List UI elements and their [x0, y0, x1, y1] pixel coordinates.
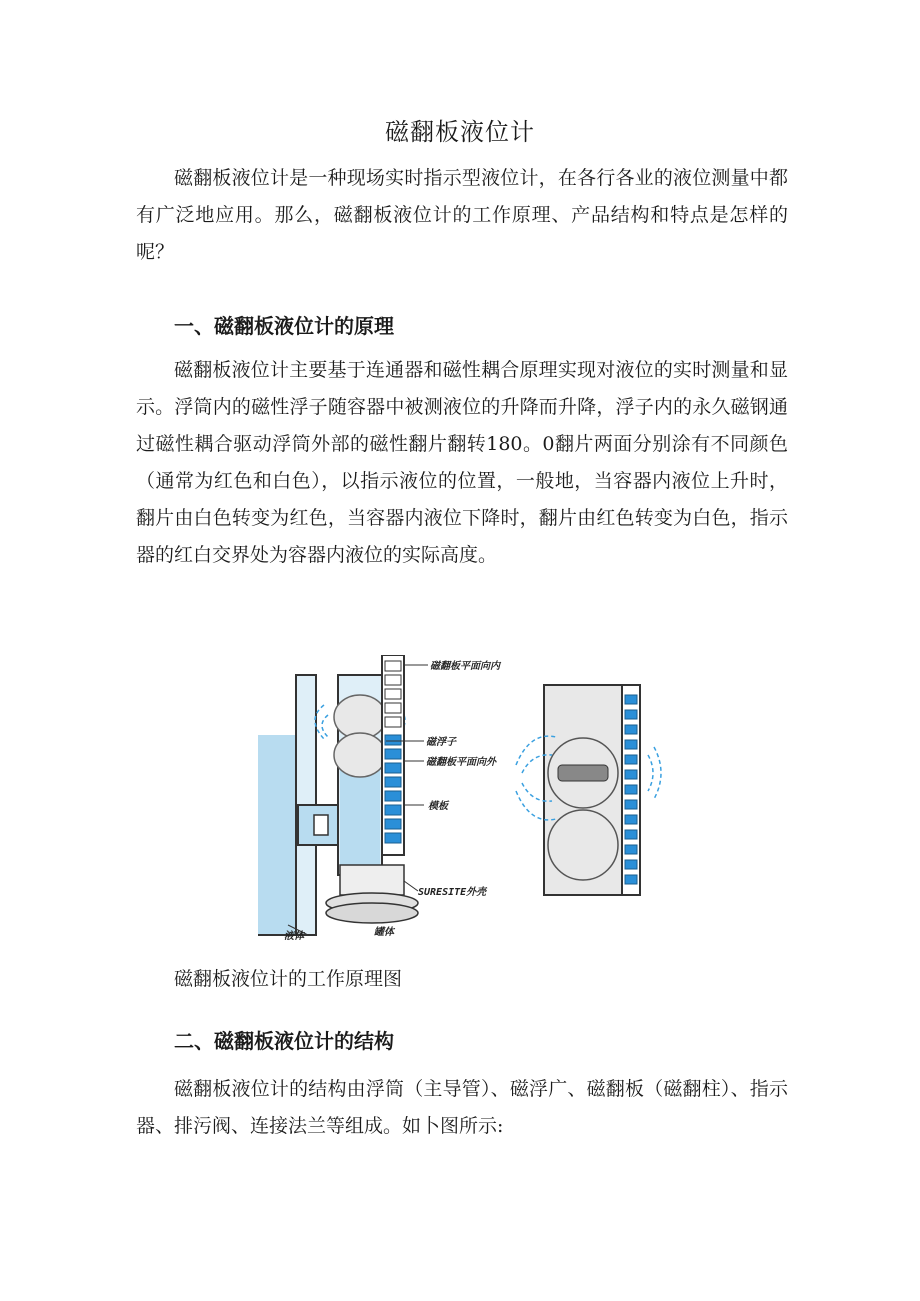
label-inward: 磁翻板平面向内 — [430, 661, 500, 672]
page-title: 磁翻板液位计 — [385, 118, 535, 146]
label-float: 磁浮子 — [426, 737, 456, 748]
principle-diagram — [258, 655, 662, 945]
flange-base — [340, 865, 404, 895]
label-outward: 磁翻板平面向外 — [426, 757, 496, 768]
tank-water — [258, 735, 298, 935]
label-shell: SURESITE外壳 — [418, 887, 487, 898]
figure-caption: 磁翻板液位计的工作原理图 — [174, 968, 403, 990]
pipe-flange — [314, 815, 328, 835]
leader-shell — [404, 881, 418, 891]
section1-heading: 一、磁翻板液位计的原理 — [174, 314, 394, 338]
label-liquid: 液体 — [284, 931, 304, 942]
section1-paragraph: 磁翻板液位计主要基于连通器和磁性耦合原理实现对液位的实时测量和显示。浮筒内的磁性浮子随容器中被测液位的升降而升降，浮子内的永久磁钢通过磁性耦合驱动浮筒外部的磁性翻片翻转180。0翻片两面分别涂有不同颜色（通常为红色和白色），以指示液位的位置，一般地，当容器内液位上升时，翻片由白色转变为红色，当容器内液位下降时，翻片由红色转变为白色，指示器的红白交界处为容器内液位的实际高度。 — [136, 359, 788, 566]
section2-heading: 二、磁翻板液位计的结构 — [174, 1029, 394, 1053]
lower-float-ball — [334, 733, 386, 777]
label-body: 罐体 — [374, 927, 394, 938]
intro-paragraph: 磁翻板液位计是一种现场实时指示型液位计，在各行各业的液位测量中都有广泛地应用。那么，磁翻板液位计的工作原理、产品结构和特点是怎样的呢？ — [136, 167, 788, 263]
detail-float-lower — [548, 810, 618, 880]
section2-paragraph: 磁翻板液位计的结构由浮筒（主导管）、磁浮广、磁翻板（磁翻柱）、指示器、排污阀、连接法兰等组成。如卜图所示: — [136, 1078, 788, 1137]
base-plate-lower — [326, 903, 418, 923]
detail-magnet — [558, 765, 608, 781]
flaps-inward — [385, 661, 401, 727]
label-plate: 模板 — [428, 801, 448, 812]
